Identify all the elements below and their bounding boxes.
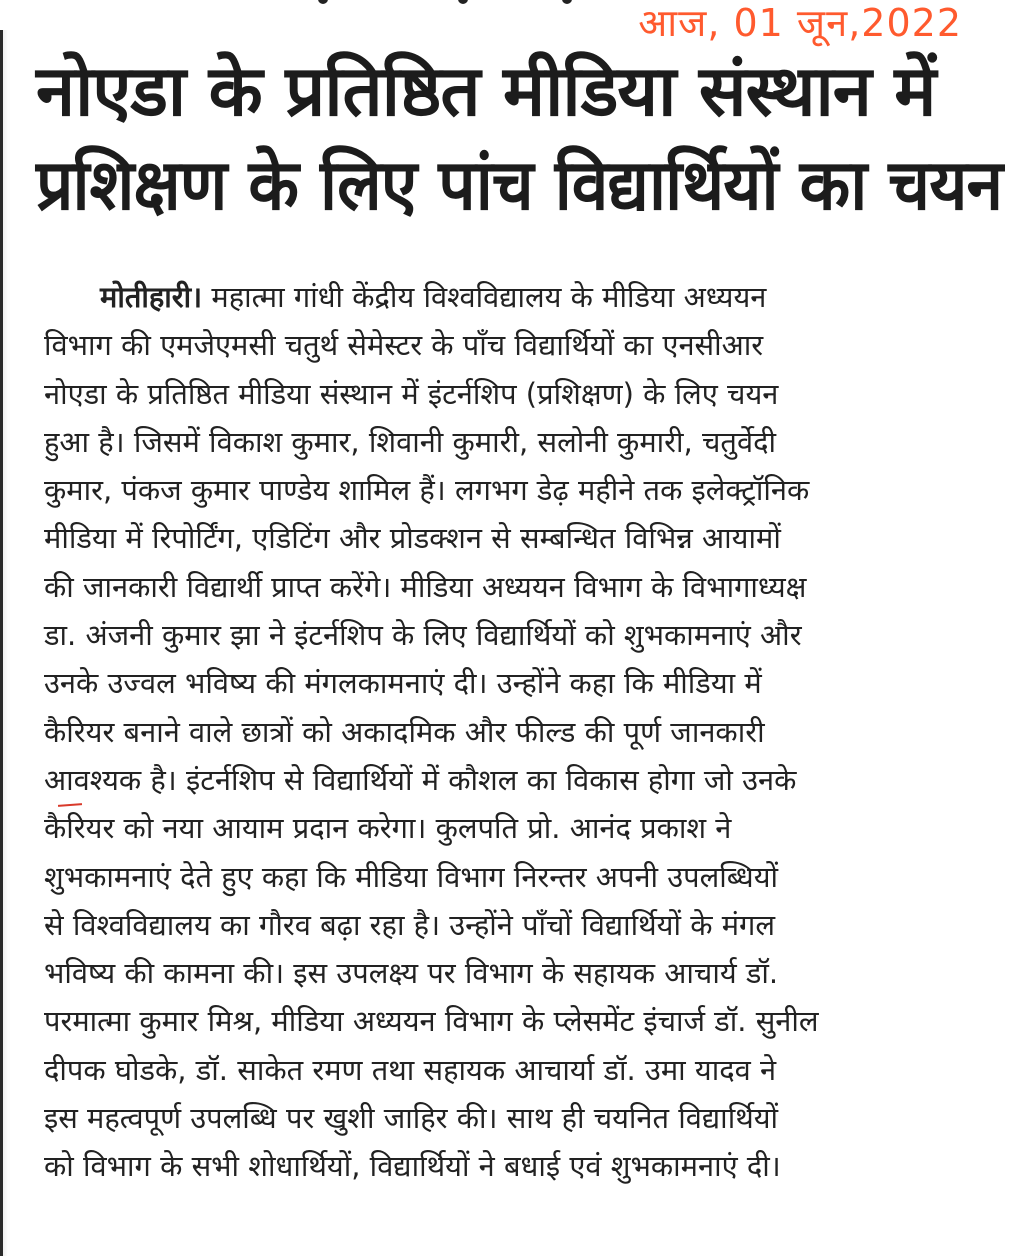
- article-line: आवश्यक है। इंटर्नशिप से विद्यार्थियों में कौशल का विकास होगा जो उनके: [44, 762, 797, 797]
- article-line: दीपक घोडके, डॉ. साकेत रमण तथा सहायक आचार्या डॉ. उमा यादव ने: [44, 1052, 777, 1087]
- article-line: भविष्य की कामना की। इस उपलक्ष्य पर विभाग के सहायक आचार्य डॉ.: [44, 956, 779, 991]
- article-line: कैरियर को नया आयाम प्रदान करेगा। कुलपति प्रो. आनंद प्रकाश ने: [44, 811, 732, 846]
- article-line: नोएडा के प्रतिष्ठित मीडिया संस्थान में इंटर्नशिप (प्रशिक्षण) के लिए चयन: [44, 376, 779, 411]
- article-body: [44, 273, 994, 1191]
- article-line: इस महत्वपूर्ण उपलब्धि पर खुशी जाहिर की। साथ ही चयनित विद्यार्थियों: [44, 1101, 779, 1136]
- article-line: विभाग की एमजेएमसी चतुर्थ सेमेस्टर के पाँच विद्यार्थियों का एनसीआर: [44, 328, 764, 363]
- article-line: से विश्वविद्यालय का गौरव बढ़ा रहा है। उन्होंने पाँचों विद्यार्थियों के मंगल: [44, 907, 776, 942]
- article-line: कैरियर बनाने वाले छात्रों को अकादमिक और फील्ड की पूर्ण जानकारी: [44, 714, 765, 749]
- article-line: की जानकारी विद्यार्थी प्राप्त करेंगे। मीडिया अध्ययन विभाग के विभागाध्यक्ष: [44, 569, 807, 604]
- article-line: डा. अंजनी कुमार झा ने इंटर्नशिप के लिए विद्यार्थियों को शुभकामनाएं और: [44, 618, 802, 653]
- date-stamp: आज, 01 जून,2022: [638, 1, 962, 45]
- article-line-text: महात्मा गांधी केंद्रीय विश्वविद्यालय के मीडिया अध्ययन: [211, 280, 767, 314]
- headline-line-1: नोएडा के प्रतिष्ठित मीडिया संस्थान में: [36, 50, 936, 132]
- dateline: मोतीहारी।: [100, 280, 203, 314]
- page-edge-shadow: [0, 30, 8, 1256]
- headline: [36, 44, 1003, 232]
- article-line: शुभकामनाएं देते हुए कहा कि मीडिया विभाग निरन्तर अपनी उपलब्धियों: [44, 859, 779, 894]
- article-line: कुमार, पंकज कुमार पाण्डेय शामिल हैं। लगभग डेढ़ महीने तक इलेक्ट्रॉनिक: [44, 473, 810, 508]
- article-line: मीडिया में रिपोर्टिंग, एडिटिंग और प्रोडक्शन से सम्बन्धित विभिन्न आयामों: [44, 521, 781, 556]
- article-line: परमात्मा कुमार मिश्र, मीडिया अध्ययन विभाग के प्लेसमेंट इंचार्ज डॉ. सुनील: [44, 1004, 819, 1039]
- article-line: उनके उज्वल भविष्य की मंगलकामनाएं दी। उन्होंने कहा कि मीडिया में: [44, 666, 762, 701]
- headline-line-2: प्रशिक्षण के लिए पांच विद्यार्थियों का चयन: [36, 144, 1003, 226]
- article-line-1: [44, 273, 994, 321]
- article-line: को विभाग के सभी शोधार्थियों, विद्यार्थियों ने बधाई एवं शुभकामनाएं दी।: [44, 1149, 781, 1184]
- article-line: हुआ है। जिसमें विकाश कुमार, शिवानी कुमारी, सलोनी कुमारी, चतुर्वेदी: [44, 424, 776, 459]
- previous-article-cutoff: [300, 0, 600, 6]
